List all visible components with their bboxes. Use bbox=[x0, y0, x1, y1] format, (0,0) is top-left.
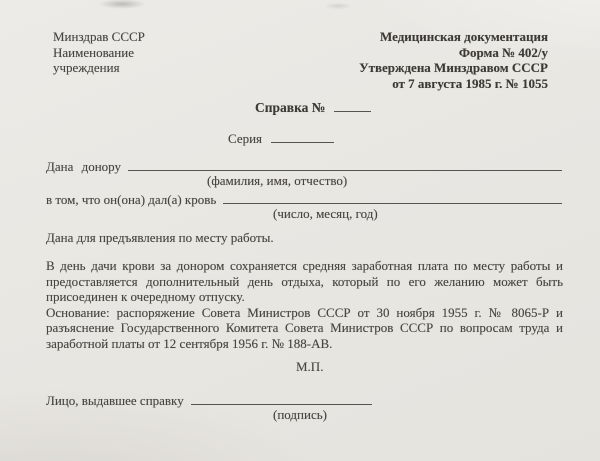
blood-caption: (число, месяц, год) bbox=[273, 206, 378, 221]
issuer-label: Лицо, выдавшее справку bbox=[46, 393, 184, 408]
series-row bbox=[228, 130, 334, 147]
body-line: заработной платы от 12 сентября 1956 г. № 188-АВ. bbox=[46, 335, 333, 351]
donor-caption: (фамилия, имя, отчество) bbox=[207, 173, 348, 188]
donor-row bbox=[46, 157, 562, 175]
blood-row bbox=[46, 190, 562, 208]
form-info-block bbox=[359, 29, 548, 91]
donor-name-blank bbox=[128, 157, 562, 171]
purpose-line: Дана для предъявления по месту работы. bbox=[46, 230, 274, 245]
doc-type-line: Медицинская документация bbox=[380, 29, 548, 44]
approval-line: Утверждена Минздравом СССР bbox=[359, 60, 548, 75]
issuer-row bbox=[46, 391, 372, 409]
ministry-line: Минздрав СССР bbox=[53, 29, 145, 44]
signature-caption: (подпись) bbox=[273, 407, 327, 422]
donor-label: Дана донору bbox=[46, 159, 122, 174]
ministry-block bbox=[53, 29, 145, 76]
institution-name-label2: учреждения bbox=[53, 60, 120, 75]
body-line: Основание: распоряжение Совета Министров СССР от 30 ноября 1955 г. № 8065-Р и bbox=[46, 304, 563, 320]
body-line: В день дачи крови за донором сохраняется средняя заработная плата по месту работы и bbox=[46, 258, 563, 273]
certificate-title: Справка № bbox=[255, 100, 326, 115]
body-line: разъяснение Государственного Комитета Совета Министров СССР по вопросам труда и bbox=[46, 320, 563, 336]
certificate-title-row bbox=[255, 99, 371, 116]
institution-name-label: Наименование bbox=[53, 44, 134, 60]
certificate-number-blank bbox=[334, 99, 371, 112]
body-line: присоединен к очередному отпуску. bbox=[46, 289, 245, 305]
seal-mark: М.П. bbox=[296, 359, 324, 374]
approval-date-line: от 7 августа 1985 г. № 1055 bbox=[392, 75, 548, 91]
blood-date-blank bbox=[223, 190, 562, 204]
body-line: предоставляется дополнительный день отдыха, который по его желанию может быть bbox=[46, 273, 563, 289]
body-paragraphs bbox=[46, 258, 563, 352]
form-number-line: Форма № 402/у bbox=[458, 44, 548, 60]
blood-label: в том, что он(она) дал(а) кровь bbox=[46, 192, 217, 207]
series-blank bbox=[271, 130, 334, 143]
series-label: Серия bbox=[228, 131, 263, 146]
issuer-signature-blank bbox=[191, 391, 372, 405]
